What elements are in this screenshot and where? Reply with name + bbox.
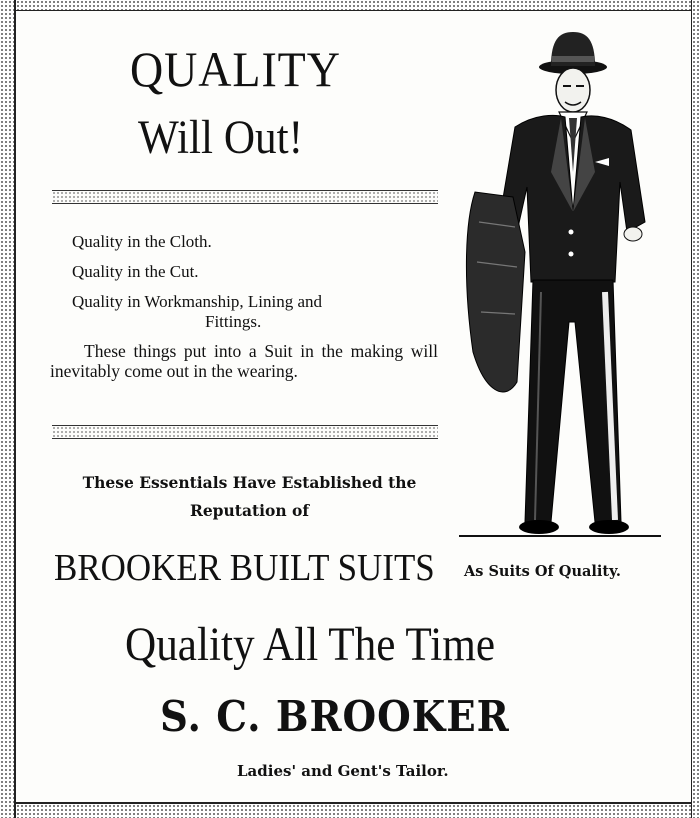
headline-will-out: Will Out! [138, 111, 304, 164]
dotted-border-right [691, 0, 700, 818]
essentials-line-2: Reputation of [189, 501, 310, 520]
dotted-separator [52, 190, 438, 204]
dotted-border-top [0, 0, 700, 11]
body-paragraph: These things put into a Suit in the making will inevitably come out in the wearing. [50, 341, 438, 381]
headline-quality: QUALITY [130, 41, 341, 97]
firm-subtitle: Ladies' and Gent's Tailor. [237, 762, 449, 780]
dotted-separator [52, 425, 438, 439]
dotted-border-bottom [0, 802, 700, 818]
tailored-man-illustration-icon [455, 22, 665, 542]
quality-fittings: Fittings. [205, 312, 262, 331]
dotted-border-left [0, 0, 16, 818]
essentials-text [62, 469, 437, 525]
firm-name: S. C. BROOKER [160, 692, 510, 741]
quality-workmanship: Quality in Workmanship, Lining and [72, 292, 322, 311]
essentials-line-1: These Essentials Have Established the [82, 473, 417, 492]
brand-tagline: As Suits Of Quality. [464, 563, 621, 580]
quality-cut: Quality in the Cut. [72, 262, 199, 281]
slogan: Quality All The Time [125, 618, 496, 671]
quality-cloth: Quality in the Cloth. [72, 232, 212, 251]
brand-name: BROOKER BUILT SUITS [54, 547, 435, 589]
